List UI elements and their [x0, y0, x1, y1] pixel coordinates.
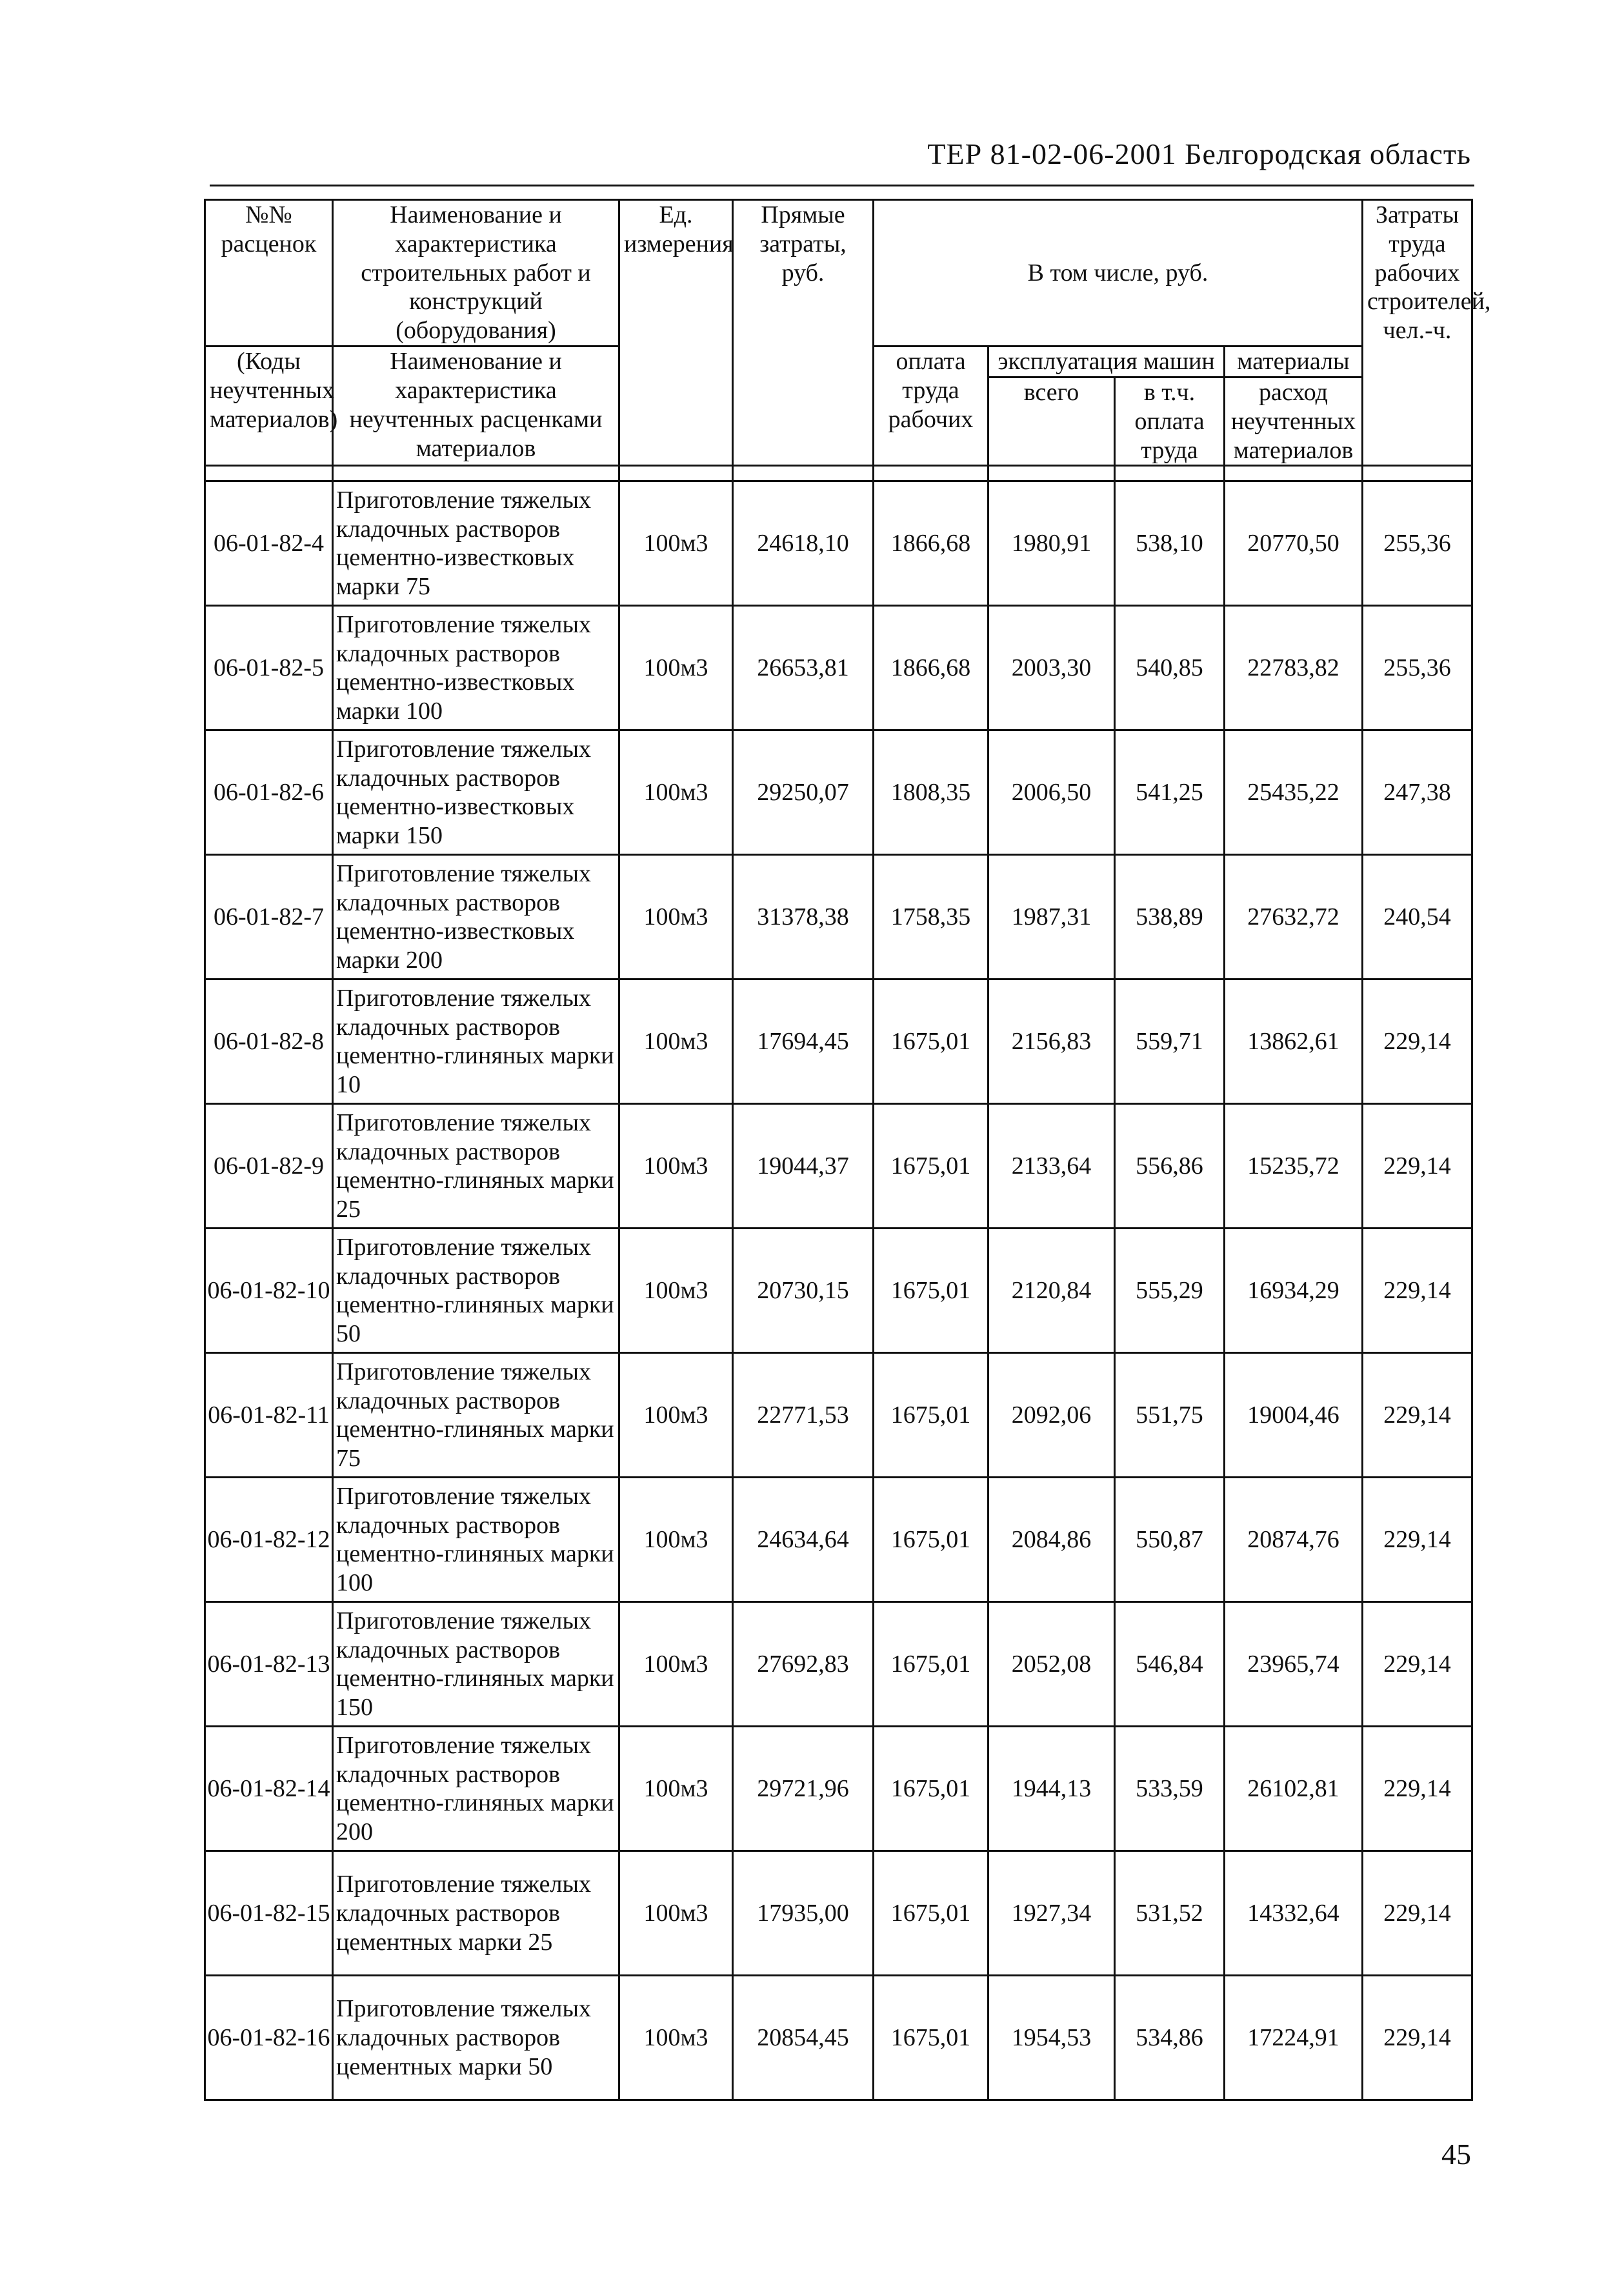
labor-hours-cell: 247,38 [1363, 730, 1472, 855]
table-row [205, 481, 1472, 606]
direct-costs-cell: 27692,83 [733, 1602, 874, 1727]
materials-cell: 15235,72 [1225, 1104, 1363, 1229]
machine-total-cell: 2120,84 [988, 1229, 1115, 1353]
work-name-cell: Приготовление тяжелых кладочных растворов цементно-известковых марки 75 [333, 481, 619, 606]
machine-total-cell: 2084,86 [988, 1478, 1115, 1602]
labor-hours-cell: 240,54 [1363, 855, 1472, 979]
machine-labor-cell: 534,86 [1115, 1976, 1225, 2100]
labor-pay-cell: 1808,35 [874, 730, 988, 855]
direct-costs-cell: 20730,15 [733, 1229, 874, 1353]
labor-pay-cell: 1675,01 [874, 1353, 988, 1478]
machine-total-cell: 2092,06 [988, 1353, 1115, 1478]
unit-cell: 100м3 [619, 481, 733, 606]
materials-cell: 20874,76 [1225, 1478, 1363, 1602]
rate-code-cell: 06-01-82-9 [205, 1104, 333, 1229]
work-name-cell: Приготовление тяжелых кладочных растворов цементно-глиняных марки 75 [333, 1353, 619, 1478]
unit-cell: 100м3 [619, 855, 733, 979]
direct-costs-cell: 17935,00 [733, 1851, 874, 1976]
machine-total-cell: 1954,53 [988, 1976, 1115, 2100]
work-name-cell: Приготовление тяжелых кладочных растворов цементно-известковых марки 100 [333, 606, 619, 730]
direct-costs-cell: 19044,37 [733, 1104, 874, 1229]
materials-cell: 22783,82 [1225, 606, 1363, 730]
rate-code-cell: 06-01-82-5 [205, 606, 333, 730]
machine-total-cell: 1927,34 [988, 1851, 1115, 1976]
machine-labor-cell: 540,85 [1115, 606, 1225, 730]
col-header-materials: материалы [1225, 346, 1363, 377]
rate-code-cell: 06-01-82-10 [205, 1229, 333, 1353]
labor-pay-cell: 1675,01 [874, 1478, 988, 1602]
materials-cell: 14332,64 [1225, 1851, 1363, 1976]
col-header-material-codes: (Коды неучтенных материалов) [205, 346, 333, 466]
table-row [205, 730, 1472, 855]
machine-total-cell: 2133,64 [988, 1104, 1115, 1229]
col-header-machine-labor: в т.ч. оплата труда [1115, 377, 1225, 465]
table-row [205, 1727, 1472, 1851]
machine-total-cell: 2156,83 [988, 979, 1115, 1104]
direct-costs-cell: 22771,53 [733, 1353, 874, 1478]
labor-hours-cell: 229,14 [1363, 1353, 1472, 1478]
labor-hours-cell: 229,14 [1363, 979, 1472, 1104]
work-name-cell: Приготовление тяжелых кладочных растворов цементных марки 25 [333, 1851, 619, 1976]
unit-cell: 100м3 [619, 1727, 733, 1851]
document-header-title: ТЕР 81-02-06-2001 Белгородская область [927, 137, 1471, 170]
machine-total-cell: 2006,50 [988, 730, 1115, 855]
labor-hours-cell: 229,14 [1363, 1851, 1472, 1976]
unit-cell: 100м3 [619, 1976, 733, 2100]
machine-labor-cell: 550,87 [1115, 1478, 1225, 1602]
unit-cell: 100м3 [619, 1104, 733, 1229]
direct-costs-cell: 20854,45 [733, 1976, 874, 2100]
table-row [205, 606, 1472, 730]
rate-code-cell: 06-01-82-16 [205, 1976, 333, 2100]
labor-hours-cell: 255,36 [1363, 606, 1472, 730]
unit-cell: 100м3 [619, 1353, 733, 1478]
unit-cell: 100м3 [619, 1602, 733, 1727]
direct-costs-cell: 26653,81 [733, 606, 874, 730]
col-header-direct-costs: Прямые затраты, руб. [733, 200, 874, 466]
machine-labor-cell: 551,75 [1115, 1353, 1225, 1478]
machine-labor-cell: 546,84 [1115, 1602, 1225, 1727]
machine-labor-cell: 533,59 [1115, 1727, 1225, 1851]
machine-labor-cell: 538,10 [1115, 481, 1225, 606]
machine-total-cell: 2003,30 [988, 606, 1115, 730]
labor-pay-cell: 1675,01 [874, 1727, 988, 1851]
materials-cell: 19004,46 [1225, 1353, 1363, 1478]
header-rule [210, 185, 1474, 186]
page-number: 45 [1441, 2138, 1471, 2171]
materials-cell: 13862,61 [1225, 979, 1363, 1104]
materials-cell: 17224,91 [1225, 1976, 1363, 2100]
labor-pay-cell: 1866,68 [874, 481, 988, 606]
rate-code-cell: 06-01-82-12 [205, 1478, 333, 1602]
col-header-name: Наименование и характеристика строительных работ и конструкций (оборудования) [333, 200, 619, 346]
work-name-cell: Приготовление тяжелых кладочных растворов цементно-глиняных марки 50 [333, 1229, 619, 1353]
unit-cell: 100м3 [619, 1851, 733, 1976]
machine-labor-cell: 555,29 [1115, 1229, 1225, 1353]
direct-costs-cell: 29721,96 [733, 1727, 874, 1851]
col-header-incl: В том числе, руб. [874, 200, 1363, 346]
materials-cell: 27632,72 [1225, 855, 1363, 979]
work-name-cell: Приготовление тяжелых кладочных растворов цементно-глиняных марки 100 [333, 1478, 619, 1602]
rate-code-cell: 06-01-82-4 [205, 481, 333, 606]
work-name-cell: Приготовление тяжелых кладочных растворов цементных марки 50 [333, 1976, 619, 2100]
labor-hours-cell: 229,14 [1363, 1478, 1472, 1602]
table-row [205, 979, 1472, 1104]
machine-labor-cell: 541,25 [1115, 730, 1225, 855]
labor-pay-cell: 1758,35 [874, 855, 988, 979]
header-gap-row [205, 466, 1472, 481]
machine-labor-cell: 559,71 [1115, 979, 1225, 1104]
rate-code-cell: 06-01-82-13 [205, 1602, 333, 1727]
labor-hours-cell: 229,14 [1363, 1602, 1472, 1727]
table-row [205, 1229, 1472, 1353]
machine-labor-cell: 531,52 [1115, 1851, 1225, 1976]
unit-cell: 100м3 [619, 606, 733, 730]
direct-costs-cell: 24634,64 [733, 1478, 874, 1602]
direct-costs-cell: 24618,10 [733, 481, 874, 606]
col-header-code: №№ расценок [205, 200, 333, 346]
col-header-labor-hours: Затраты труда рабочих строителей, чел.-ч. [1363, 200, 1472, 466]
labor-hours-cell: 255,36 [1363, 481, 1472, 606]
labor-hours-cell: 229,14 [1363, 1104, 1472, 1229]
table-row [205, 1478, 1472, 1602]
unit-cell: 100м3 [619, 1478, 733, 1602]
machine-labor-cell: 538,89 [1115, 855, 1225, 979]
labor-pay-cell: 1675,01 [874, 1851, 988, 1976]
rate-code-cell: 06-01-82-14 [205, 1727, 333, 1851]
labor-hours-cell: 229,14 [1363, 1976, 1472, 2100]
labor-pay-cell: 1675,01 [874, 1602, 988, 1727]
col-header-unit: Ед. измерения [619, 200, 733, 466]
table-row [205, 855, 1472, 979]
unit-cell: 100м3 [619, 1229, 733, 1353]
col-header-unaccounted-materials: расход неучтенных материалов [1225, 377, 1363, 465]
rate-code-cell: 06-01-82-8 [205, 979, 333, 1104]
labor-pay-cell: 1675,01 [874, 1104, 988, 1229]
header-row-1 [205, 200, 1472, 346]
table-row [205, 1976, 1472, 2100]
table-row [205, 1104, 1472, 1229]
rate-code-cell: 06-01-82-11 [205, 1353, 333, 1478]
rates-table [204, 199, 1491, 2101]
col-header-machine-ops: эксплуатация машин [988, 346, 1225, 377]
direct-costs-cell: 29250,07 [733, 730, 874, 855]
work-name-cell: Приготовление тяжелых кладочных растворов цементно-глиняных марки 200 [333, 1727, 619, 1851]
rate-code-cell: 06-01-82-15 [205, 1851, 333, 1976]
table-row [205, 1602, 1472, 1727]
labor-hours-cell: 229,14 [1363, 1727, 1472, 1851]
labor-pay-cell: 1675,01 [874, 979, 988, 1104]
col-header-labor-pay: оплата труда рабочих [874, 346, 988, 466]
labor-pay-cell: 1866,68 [874, 606, 988, 730]
machine-total-cell: 2052,08 [988, 1602, 1115, 1727]
col-header-machine-total: всего [988, 377, 1115, 465]
unit-cell: 100м3 [619, 730, 733, 855]
materials-cell: 26102,81 [1225, 1727, 1363, 1851]
unit-cell: 100м3 [619, 979, 733, 1104]
work-name-cell: Приготовление тяжелых кладочных растворов цементно-известковых марки 150 [333, 730, 619, 855]
work-name-cell: Приготовление тяжелых кладочных растворов цементно-глиняных марки 150 [333, 1602, 619, 1727]
work-name-cell: Приготовление тяжелых кладочных растворов цементно-глиняных марки 25 [333, 1104, 619, 1229]
materials-cell: 20770,50 [1225, 481, 1363, 606]
rate-code-cell: 06-01-82-7 [205, 855, 333, 979]
materials-cell: 16934,29 [1225, 1229, 1363, 1353]
direct-costs-cell: 31378,38 [733, 855, 874, 979]
machine-total-cell: 1944,13 [988, 1727, 1115, 1851]
labor-pay-cell: 1675,01 [874, 1976, 988, 2100]
work-name-cell: Приготовление тяжелых кладочных растворов цементно-известковых марки 200 [333, 855, 619, 979]
col-header-material-names: Наименование и характеристика неучтенных расценками материалов [333, 346, 619, 466]
rate-code-cell: 06-01-82-6 [205, 730, 333, 855]
machine-labor-cell: 556,86 [1115, 1104, 1225, 1229]
table-row [205, 1851, 1472, 1976]
direct-costs-cell: 17694,45 [733, 979, 874, 1104]
materials-cell: 23965,74 [1225, 1602, 1363, 1727]
machine-total-cell: 1980,91 [988, 481, 1115, 606]
labor-hours-cell: 229,14 [1363, 1229, 1472, 1353]
materials-cell: 25435,22 [1225, 730, 1363, 855]
machine-total-cell: 1987,31 [988, 855, 1115, 979]
table-row [205, 1353, 1472, 1478]
labor-pay-cell: 1675,01 [874, 1229, 988, 1353]
work-name-cell: Приготовление тяжелых кладочных растворов цементно-глиняных марки 10 [333, 979, 619, 1104]
